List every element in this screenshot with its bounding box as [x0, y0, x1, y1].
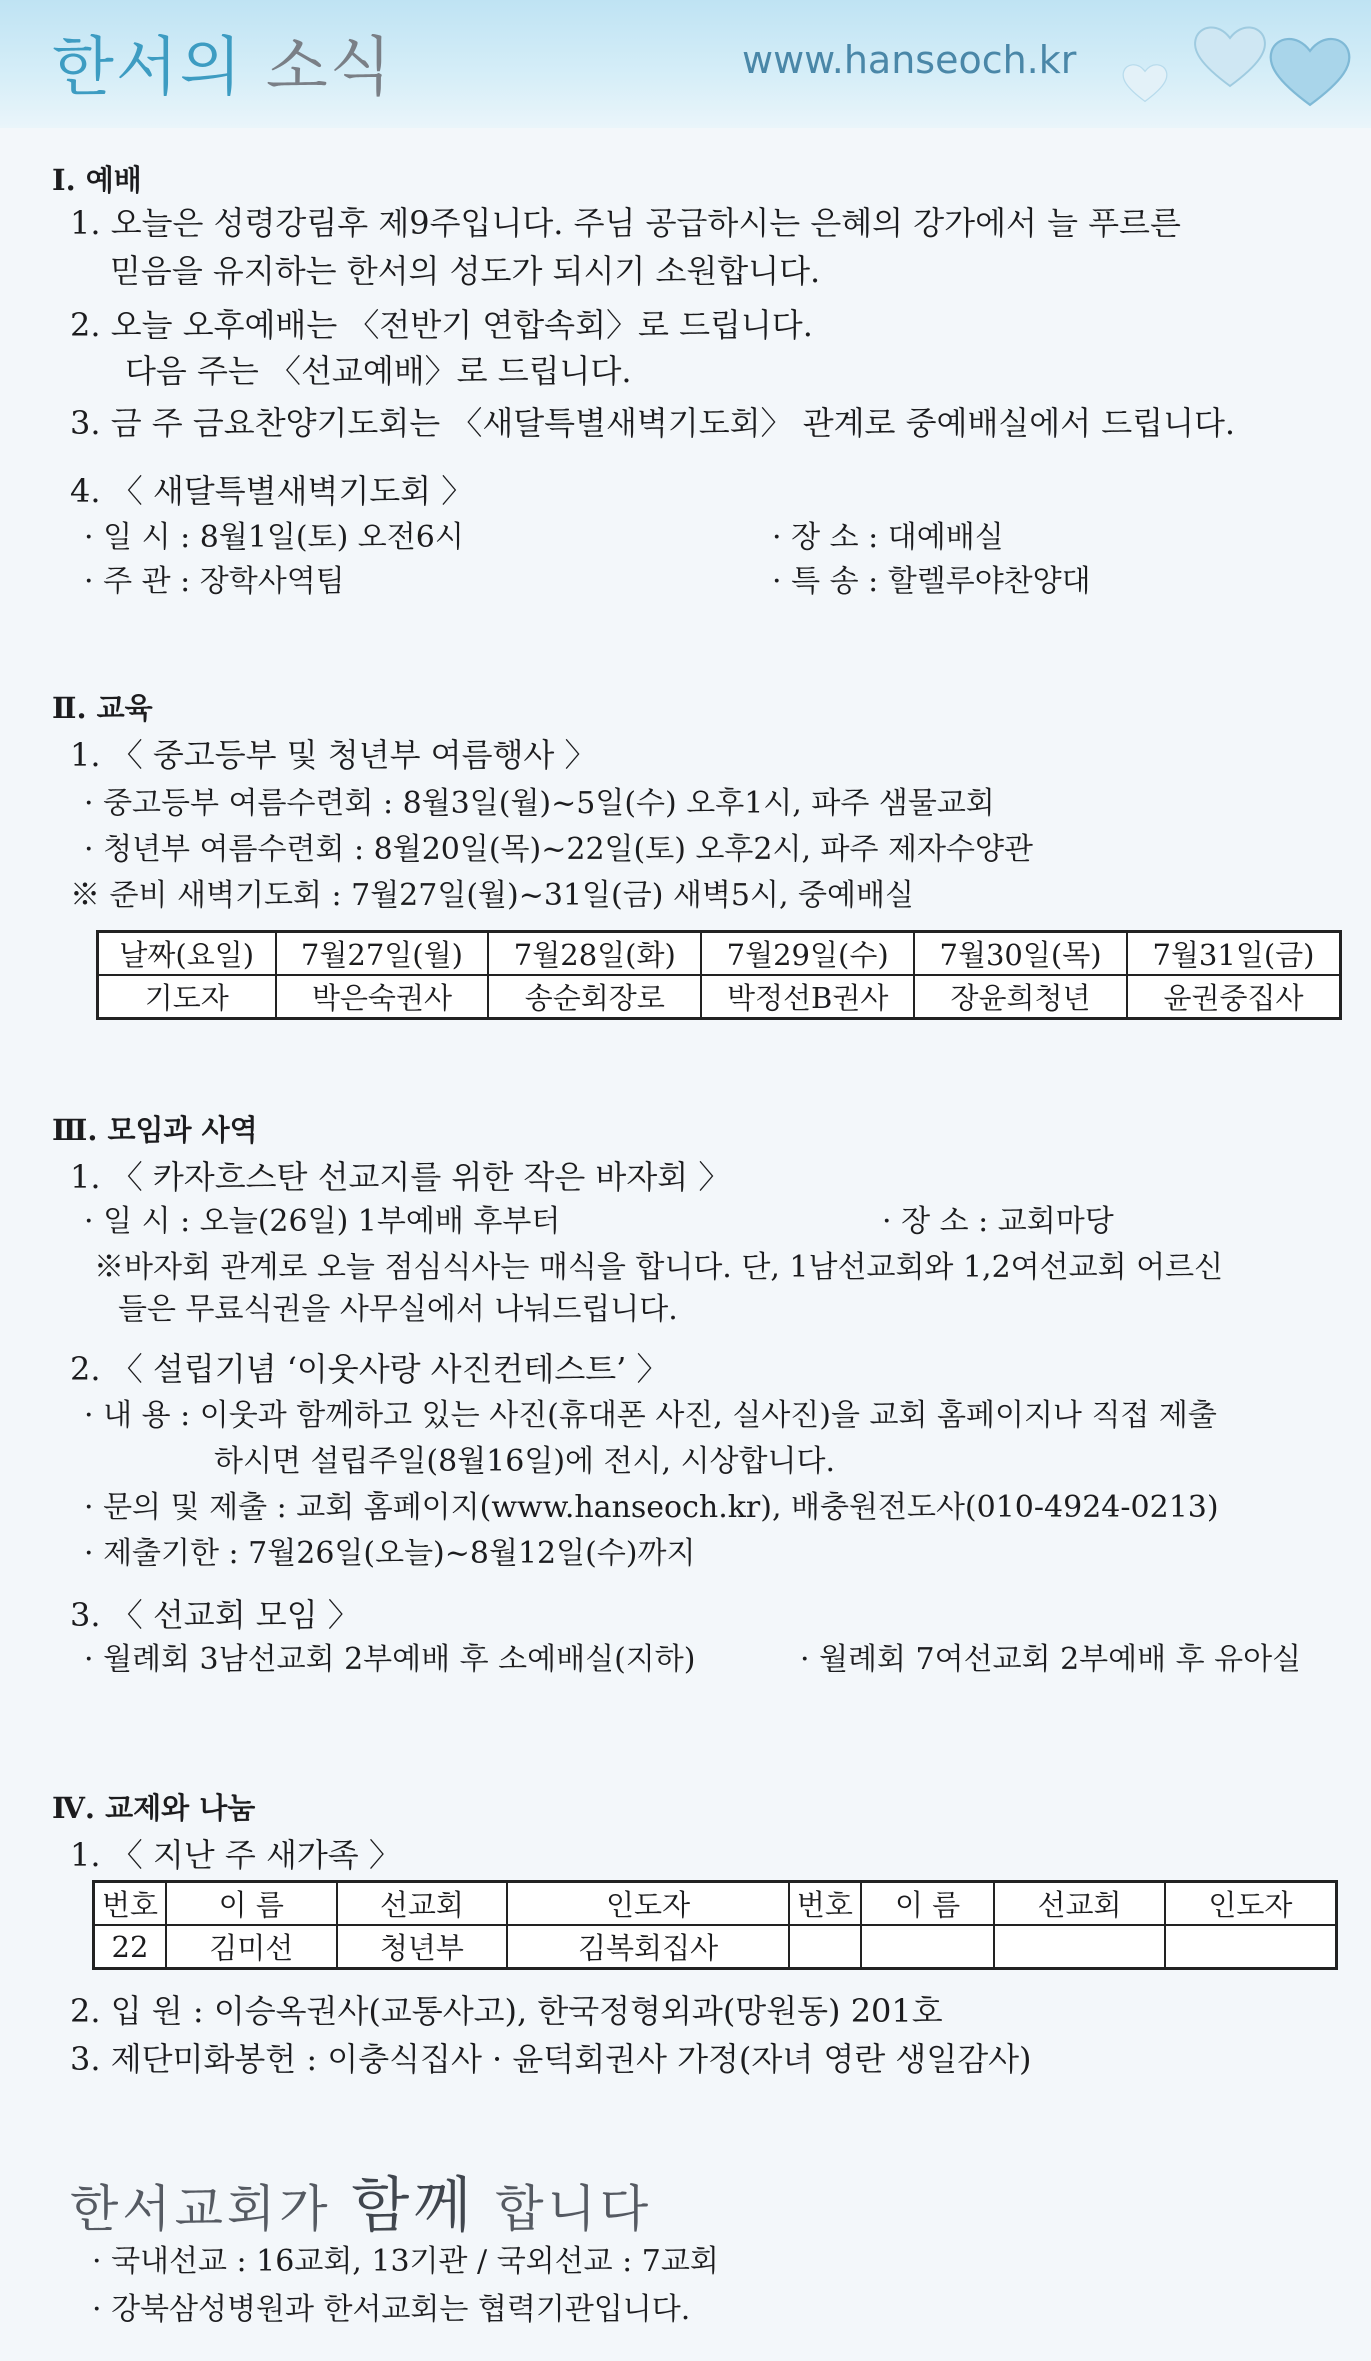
worship-item1-line2: 믿음을 유지하는 한서의 성도가 되시기 소원합니다.	[110, 252, 821, 290]
table-header-cell: 이 름	[861, 1882, 994, 1926]
table-cell: 김복회집사	[507, 1925, 789, 1969]
table-header-cell: 인도자	[1165, 1882, 1337, 1926]
section-title-fellowship: Ⅳ. 교제와 나눔	[52, 1791, 256, 1825]
gathering-item1-title: 1. 〈 카자흐스탄 선교지를 위한 작은 바자회 〉	[70, 1158, 731, 1196]
table-header-cell: 선교회	[994, 1882, 1165, 1926]
section-title-worship: Ⅰ. 예배	[52, 163, 142, 197]
table-cell: 윤권중집사	[1127, 975, 1341, 1019]
bazaar-note-line1: ※바자회 관계로 오늘 점심식사는 매식을 합니다. 단, 1남선교회와 1,2여선교회 어르신	[94, 1250, 1224, 1285]
table-cell: 송순회장로	[488, 975, 701, 1019]
dawn-prayer-place: · 장 소 : 대예배실	[772, 520, 1004, 555]
hospitalization-line: 2. 입 원 : 이승옥권사(교통사고), 한국정형외과(망원동) 201호	[70, 1992, 943, 2030]
partner-hospital-line: · 강북삼성병원과 한서교회는 협력기관입니다.	[92, 2292, 691, 2327]
table-header-cell: 7월28일(화)	[488, 932, 701, 976]
section-title-gatherings: Ⅲ. 모임과 사역	[52, 1113, 258, 1147]
table-cell: 청년부	[337, 1925, 508, 1969]
website-url[interactable]: www.hanseoch.kr	[742, 38, 1077, 82]
table-header-cell: 7월27일(월)	[276, 932, 489, 976]
bazaar-note-line2: 들은 무료식권을 사무실에서 나눠드립니다.	[118, 1292, 678, 1327]
table-header-cell: 번호	[789, 1882, 861, 1926]
table-header-cell: 선교회	[337, 1882, 508, 1926]
table-header-cell: 인도자	[507, 1882, 789, 1926]
table-row	[94, 1925, 1337, 1969]
footer-title-part-b: 함께	[351, 2171, 476, 2241]
table-cell: 기도자	[98, 975, 276, 1019]
worship-item1-line1: 1. 오늘은 성령강림후 제9주입니다. 주님 공급하시는 은혜의 강가에서 늘 푸르른	[70, 204, 1181, 242]
education-item1-title: 1. 〈 중고등부 및 청년부 여름행사 〉	[70, 736, 597, 774]
dawn-prayer-special-song: · 특 송 : 할렐루야찬양대	[772, 564, 1091, 599]
table-cell: 박정선B권사	[701, 975, 914, 1019]
table-header-row	[98, 932, 1341, 976]
table-header-cell: 7월29일(수)	[701, 932, 914, 976]
new-family-table	[92, 1880, 1338, 1970]
table-cell	[861, 1925, 994, 1969]
mission-meeting-left: · 월례회 3남선교회 2부예배 후 소예배실(지하)	[84, 1642, 696, 1677]
bazaar-place: · 장 소 : 교회마당	[882, 1204, 1114, 1239]
section-title-education: Ⅱ. 교육	[52, 691, 153, 725]
youth-retreat-line: · 중고등부 여름수련회 : 8월3일(월)~5일(수) 오후1시, 파주 샘물교회	[84, 786, 995, 821]
contest-content-line2: 하시면 설립주일(8월16일)에 전시, 시상합니다.	[214, 1444, 836, 1479]
table-header-cell: 7월31일(금)	[1127, 932, 1341, 976]
prep-dawn-prayer-line: ※ 준비 새벽기도회 : 7월27일(월)~31일(금) 새벽5시, 중예배실	[70, 878, 914, 913]
table-header-cell: 이 름	[166, 1882, 337, 1926]
table-header-cell: 날짜(요일)	[98, 932, 276, 976]
prayer-schedule-table	[96, 930, 1342, 1020]
table-cell: 김미선	[166, 1925, 337, 1969]
heart-icon	[1190, 20, 1270, 90]
footer-title-part-c: 합니다	[495, 2180, 653, 2238]
table-cell: 장윤희청년	[914, 975, 1127, 1019]
bazaar-date: · 일 시 : 오늘(26일) 1부예배 후부터	[84, 1204, 561, 1239]
worship-item2-line1: 2. 오늘 오후예배는 〈전반기 연합속회〉로 드립니다.	[70, 306, 813, 344]
table-header-cell: 번호	[94, 1882, 167, 1926]
footer-title-part-a: 한서교회가	[70, 2180, 332, 2238]
table-cell	[1165, 1925, 1337, 1969]
table-cell: 박은숙권사	[276, 975, 489, 1019]
table-cell: 22	[94, 1925, 167, 1969]
header-banner	[0, 0, 1371, 128]
table-header-row	[94, 1882, 1337, 1926]
altar-flower-line: 3. 제단미화봉헌 : 이충식집사 · 윤덕회권사 가정(자녀 영란 생일감사)	[70, 2040, 1032, 2078]
contest-deadline: · 제출기한 : 7월26일(오늘)~8월12일(수)까지	[84, 1536, 696, 1571]
gathering-item2-title: 2. 〈 설립기념 ‘이웃사랑 사진컨테스트’ 〉	[70, 1350, 669, 1388]
mission-meeting-right: · 월례회 7여선교회 2부예배 후 유아실	[800, 1642, 1302, 1677]
young-adult-retreat-line: · 청년부 여름수련회 : 8월20일(목)~22일(토) 오후2시, 파주 제자수양관	[84, 832, 1033, 867]
title-part2: 소식	[265, 31, 394, 105]
heart-icon	[1120, 60, 1170, 104]
worship-item2-line2: 다음 주는 〈선교예배〉로 드립니다.	[125, 352, 632, 390]
newsletter-title	[52, 16, 393, 108]
dawn-prayer-host: · 주 관 : 장학사역팀	[84, 564, 345, 599]
title-part1: 한서의	[52, 31, 244, 105]
table-row	[98, 975, 1341, 1019]
contest-content-line1: · 내 용 : 이웃과 함께하고 있는 사진(휴대폰 사진, 실사진)을 교회 홈페이지나 직접 제출	[84, 1398, 1217, 1433]
contest-contact: · 문의 및 제출 : 교회 홈페이지(www.hanseoch.kr), 배충원전도사(010-4924-0213)	[84, 1490, 1219, 1525]
gathering-item3-title: 3. 〈 선교회 모임 〉	[70, 1596, 360, 1634]
worship-item3: 3. 금 주 금요찬양기도회는 〈새달특별새벽기도회〉 관계로 중예배실에서 드립니다.	[70, 404, 1236, 442]
table-cell	[994, 1925, 1165, 1969]
footer-title	[70, 2158, 652, 2244]
table-header-cell: 7월30일(목)	[914, 932, 1127, 976]
mission-stats-line: · 국내선교 : 16교회, 13기관 / 국외선교 : 7교회	[92, 2244, 719, 2279]
fellowship-item1-title: 1. 〈 지난 주 새가족 〉	[70, 1836, 401, 1874]
heart-icon	[1265, 30, 1355, 110]
worship-item4-title: 4. 〈 새달특별새벽기도회 〉	[70, 472, 474, 510]
table-cell	[789, 1925, 861, 1969]
dawn-prayer-date: · 일 시 : 8월1일(토) 오전6시	[84, 520, 464, 555]
